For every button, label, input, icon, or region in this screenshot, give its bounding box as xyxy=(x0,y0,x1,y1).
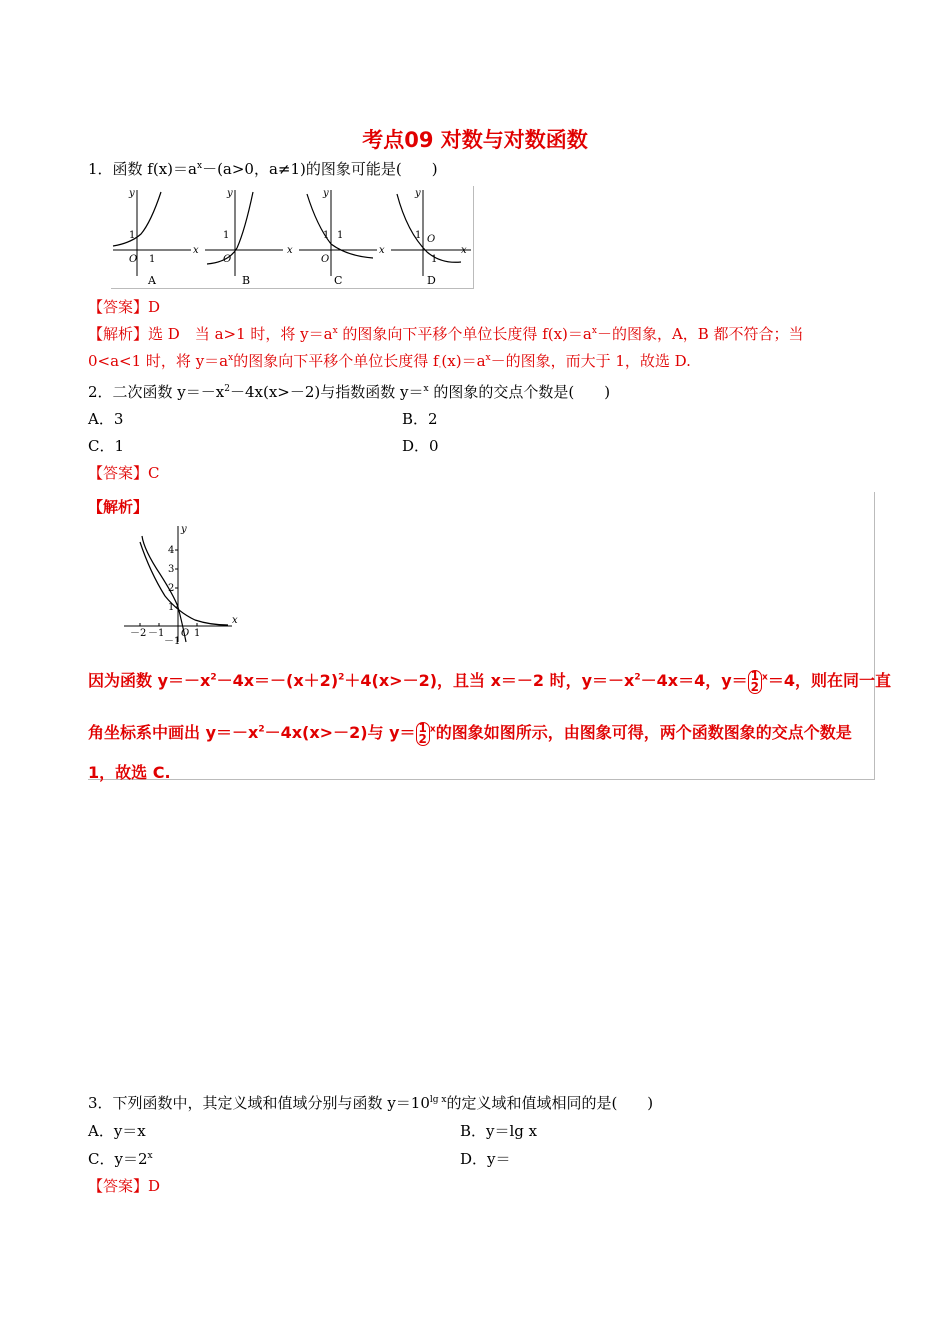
question-1-graphs xyxy=(111,186,474,289)
question-1-explanation-line-2: 0<a<1 时，将 $y=a^x$的图象向下平移个单位长度得 $f_\cdot(x)=a^x-$的图象，而大于 1，故选 D. xyxy=(88,352,691,373)
y-axis-label-a: y xyxy=(129,188,135,199)
question-1-answer: 【答案】D xyxy=(88,298,161,316)
question-2-answer: 【答案】C xyxy=(88,464,160,482)
svg-text:x: x xyxy=(379,245,385,256)
svg-text:1: 1 xyxy=(129,230,136,241)
analysis-label: 【解析】 xyxy=(88,498,149,516)
svg-text:1: 1 xyxy=(223,230,230,241)
question-3-option-c: C．$y=2^x$ xyxy=(88,1150,153,1168)
svg-text:1: 1 xyxy=(194,628,201,639)
graph-label-d: D xyxy=(427,274,436,287)
svg-text:1: 1 xyxy=(431,254,438,265)
svg-text:1: 1 xyxy=(415,230,422,241)
svg-text:O: O xyxy=(321,254,330,265)
svg-text:x: x xyxy=(287,245,293,256)
question-2-stem: 2．二次函数 $y=-x^2-4x(x>-2)$与指数函数 y＝$^x$ 的图象的交点个数是( ) xyxy=(88,383,611,401)
question-1-explanation-line-1: 【解析】选 D 当 a>1 时，将 $y=a^x$ 的图象向下平移个单位长度得 $f(x)=a^x-$的图象，A，B 都不符合；当 xyxy=(88,325,804,343)
svg-text:O: O xyxy=(223,254,232,265)
graph-label-b: B xyxy=(242,274,251,287)
graph-b xyxy=(205,190,283,276)
question-3-stem: 3．下列函数中，其定义域和值域分别与函数 $y=10^{lg x}$的定义域和值域相同的是( ) xyxy=(88,1094,654,1112)
intersection-graph xyxy=(120,522,240,646)
svg-text:1: 1 xyxy=(149,254,156,265)
x-axis-label-a: x xyxy=(193,245,199,256)
question-3-option-d: D．y＝ xyxy=(460,1150,511,1168)
x-axis-name: x xyxy=(232,615,238,626)
svg-text:1: 1 xyxy=(337,230,344,241)
svg-text:－2: －2 xyxy=(130,628,147,639)
svg-text:O: O xyxy=(129,254,138,265)
question-2-analysis-box xyxy=(88,492,891,782)
question-2-option-d: D．0 xyxy=(402,437,439,455)
svg-text:y: y xyxy=(415,188,421,199)
svg-text:2: 2 xyxy=(168,583,175,594)
origin-label: O xyxy=(181,628,190,639)
svg-text:O: O xyxy=(427,234,436,245)
svg-text:－1: －1 xyxy=(148,628,165,639)
question-3-option-b: B．y＝lg x xyxy=(460,1122,538,1140)
svg-text:4: 4 xyxy=(168,545,175,556)
y-axis-name: y xyxy=(181,524,187,535)
question-3-answer: 【答案】D xyxy=(88,1177,161,1195)
question-2-option-c: C．1 xyxy=(88,437,125,455)
graph-label-c: C xyxy=(334,274,343,287)
question-3-option-a: A．y＝x xyxy=(88,1122,146,1140)
svg-text:3: 3 xyxy=(168,564,175,575)
question-2-option-a: A．3 xyxy=(88,410,124,428)
graph-label-a: A xyxy=(148,274,156,287)
analysis-line-1: 因为函数 $y=-x^2-4x=-(x+2)^2+4(x>-2)$，且当 x＝－2 时，$y=-x^2-4x=4$，y＝ 1 $2^x=4$，则在同一直 xyxy=(88,668,891,694)
fraction-one-half: 1 2 xyxy=(748,670,762,694)
svg-text:y: y xyxy=(323,188,329,199)
page-title: 考点09 对数与对数函数 xyxy=(362,128,588,152)
svg-text:1: 1 xyxy=(323,230,330,241)
graph-options-figure xyxy=(111,186,473,288)
analysis-line-2: 角坐标系中画出 $y=-x^2-4x(x>-2)$与 y＝ 1 2$^x$的图象如图所示，由图象可得，两个函数图象的交点个数是 xyxy=(88,720,852,746)
question-1-stem: 1．函数 $f(x)=a^x-(a>0$，a≠1)的图象可能是( ) xyxy=(88,160,438,178)
question-2-option-b: B．2 xyxy=(402,410,438,428)
fraction-one-half: 1 2 xyxy=(416,722,430,746)
analysis-line-3: 1，故选 C. xyxy=(88,763,171,782)
svg-text:1: 1 xyxy=(168,602,175,613)
svg-text:－1: －1 xyxy=(164,636,181,646)
svg-text:y: y xyxy=(227,188,233,199)
svg-text:x: x xyxy=(461,245,467,256)
